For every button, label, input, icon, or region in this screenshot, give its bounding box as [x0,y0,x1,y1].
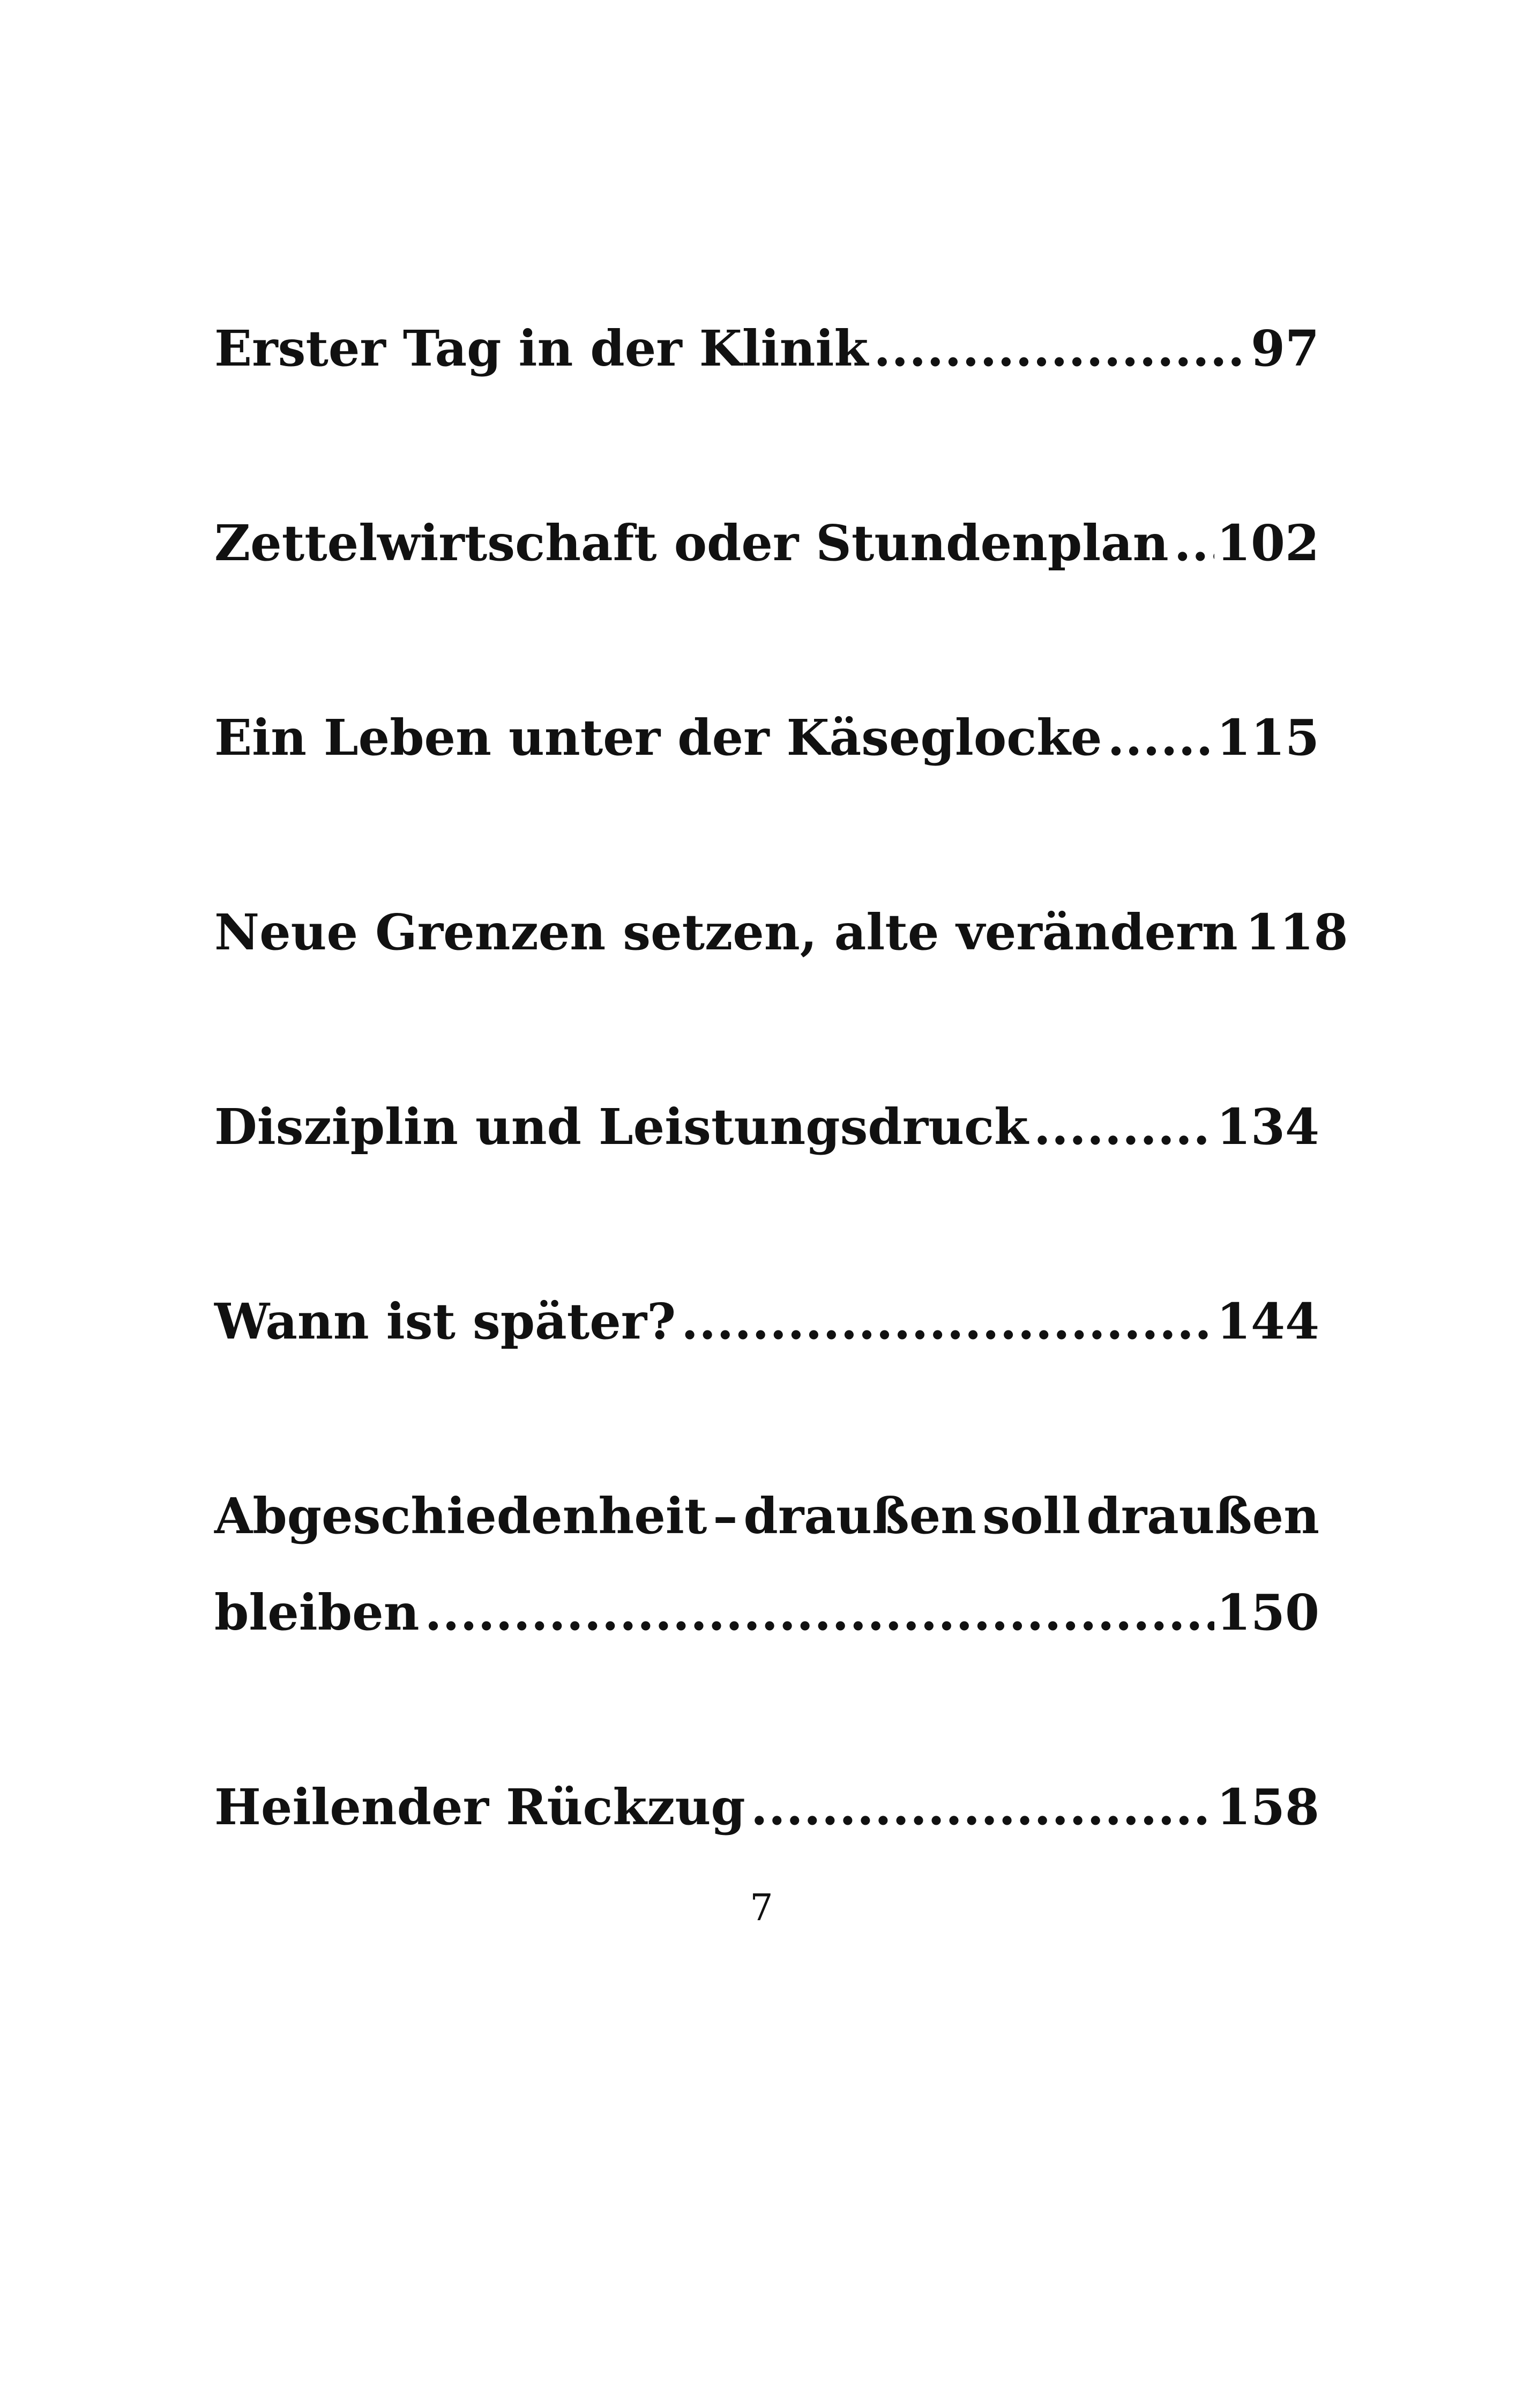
toc-entry-page: 115 [1216,709,1319,767]
toc-entry-line [214,1273,1319,1370]
toc-entry-title-word: soll [982,1487,1081,1545]
toc-entry-title: Wann ist später? [214,1292,676,1350]
toc-entry-page: 150 [1216,1584,1319,1641]
toc-entry-title-word: draußen [1086,1487,1319,1545]
toc-entry[interactable] [214,300,1319,397]
toc-entry-line [214,1564,1319,1661]
toc-entry-title: bleiben [214,1584,420,1641]
toc-entry-title-word: draußen [743,1487,977,1545]
toc-entry-page: 97 [1250,319,1319,377]
toc-entry-title-line-1 [214,1468,1319,1564]
toc-entry-title: Erster Tag in der Klinik [214,319,869,377]
toc-entry-title: Ein Leben unter der Käseglocke [214,709,1102,767]
toc-entry[interactable] [214,1759,1319,1855]
page-number: 7 [750,1887,773,1929]
toc-entry-line [214,300,1319,397]
dot-leader [681,1273,1214,1370]
dot-leader [1034,1079,1214,1175]
toc-entry-page: 102 [1216,514,1319,572]
toc-entry-line [214,495,1319,591]
toc-entry[interactable] [214,495,1319,591]
toc-entry-page: 144 [1216,1292,1319,1350]
toc-entry-line [214,884,1348,980]
toc-entry[interactable] [214,1273,1319,1370]
dot-leader [751,1759,1214,1855]
dot-leader [874,300,1249,397]
toc-entry-line [214,689,1319,786]
toc-entry-page: 118 [1245,903,1348,961]
toc-entry[interactable] [214,884,1348,980]
toc-entry-title: Disziplin und Leistungsdruck [214,1098,1028,1156]
toc-entry[interactable] [214,1079,1319,1175]
toc-entry-title: Heilender Rückzug [214,1778,745,1836]
toc-entry-page: 134 [1216,1098,1319,1156]
toc-entry-title: Zettelwirtschaft oder Stundenplan [214,514,1169,572]
table-of-contents [214,300,1348,1855]
toc-entry-title: Neue Grenzen setzen, alte verändern [214,903,1238,961]
toc-entry-title-word: – [713,1487,738,1545]
toc-entry-page: 158 [1216,1778,1319,1836]
dot-leader [425,1564,1214,1661]
toc-entry-line [214,1759,1319,1855]
toc-entry-title-word: Abgeschiedenheit [214,1487,707,1545]
dot-leader [1108,689,1214,786]
dot-leader [1174,495,1214,591]
toc-entry[interactable] [214,689,1319,786]
toc-entry[interactable] [214,1468,1319,1661]
toc-entry-line [214,1079,1319,1175]
